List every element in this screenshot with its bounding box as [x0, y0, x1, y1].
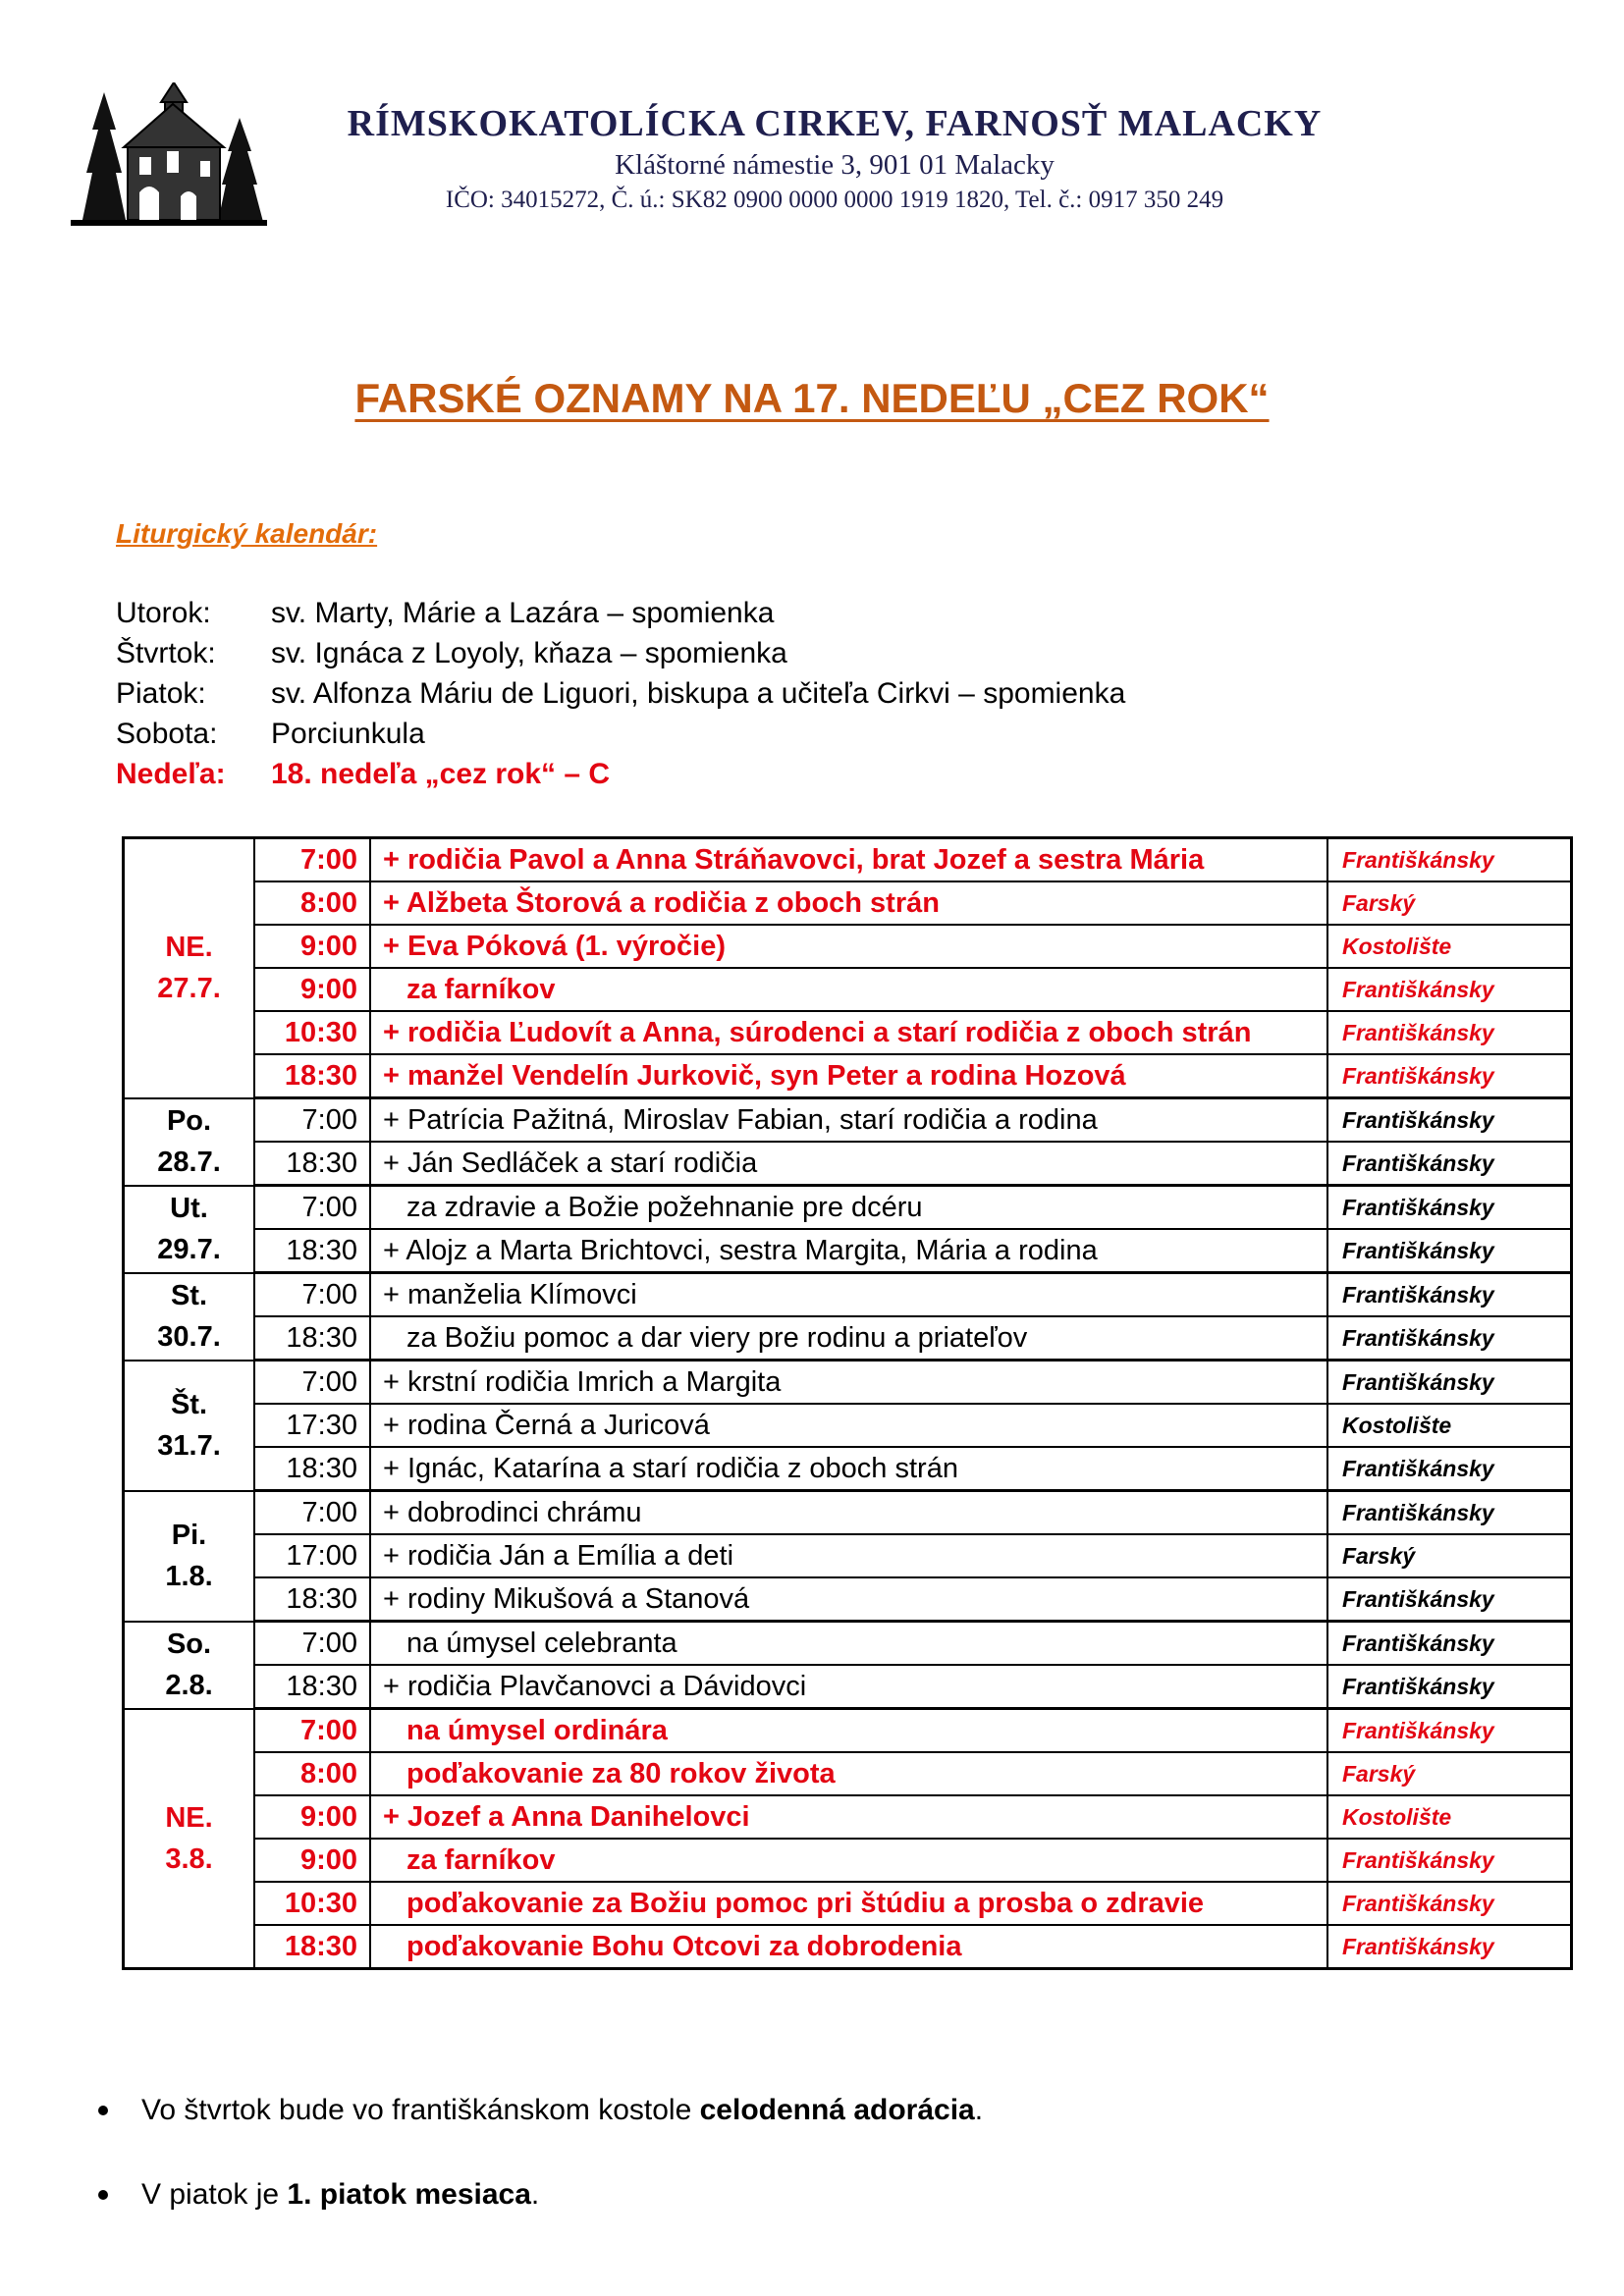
schedule-date-cell [124, 838, 255, 1098]
schedule-intention [370, 1795, 1327, 1839]
calendar-day: Piatok: [116, 677, 206, 710]
schedule-day: So. [166, 1629, 212, 1660]
schedule-intention [370, 968, 1327, 1011]
schedule-row [124, 1577, 1572, 1622]
schedule-intention-text: + rodina Černá a Juricová [383, 1409, 710, 1441]
schedule-time: 9:00 [254, 1795, 370, 1839]
calendar-day: Sobota: [116, 718, 218, 750]
schedule-intention [370, 1839, 1327, 1882]
schedule-row [124, 1622, 1572, 1666]
schedule-date: 1.8. [165, 1561, 213, 1592]
schedule-row [124, 925, 1572, 968]
calendar-row [116, 754, 1125, 794]
calendar-feast: sv. Marty, Márie a Lazára – spomienka [271, 597, 775, 629]
schedule-time: 7:00 [254, 1361, 370, 1405]
notice-text-start: Vo štvrtok bude vo františkánskom kostole [141, 2094, 700, 2126]
schedule-intention [370, 1447, 1327, 1491]
schedule-time: 9:00 [254, 968, 370, 1011]
schedule-intention [370, 1577, 1327, 1622]
schedule-church: Kostolište [1327, 925, 1572, 968]
schedule-day: NE. [165, 1801, 213, 1834]
schedule-date: 27.7. [157, 973, 221, 1005]
schedule-intention-text: na úmysel celebranta [406, 1627, 677, 1659]
schedule-row [124, 1054, 1572, 1098]
schedule-church: Františkánsky [1327, 1447, 1572, 1491]
schedule-day: NE. [165, 932, 213, 964]
schedule-row [124, 1752, 1572, 1795]
schedule-date-cell [124, 1098, 255, 1186]
schedule-intention-text: poďakovanie za 80 rokov života [406, 1757, 836, 1789]
schedule-row [124, 1882, 1572, 1925]
schedule-day: St. [170, 1280, 208, 1311]
schedule-intention-text: + rodičia Ľudovít a Anna, súrodenci a starí rodičia z oboch strán [383, 1016, 1252, 1048]
schedule-intention [370, 1316, 1327, 1361]
schedule-row [124, 1925, 1572, 1969]
schedule-row [124, 1491, 1572, 1535]
schedule-time: 7:00 [254, 1098, 370, 1143]
schedule-time: 10:30 [254, 1882, 370, 1925]
schedule-church: Františkánsky [1327, 1709, 1572, 1753]
schedule-date-cell [124, 1186, 255, 1273]
schedule-intention-text: + Patrícia Pažitná, Miroslav Fabian, starí rodičia a rodina [383, 1103, 1098, 1136]
notice-text-end: . [530, 2178, 540, 2211]
calendar-row [116, 593, 1125, 633]
schedule-date-cell [124, 1361, 255, 1491]
schedule-time: 9:00 [254, 1839, 370, 1882]
schedule-church: Františkánsky [1327, 1273, 1572, 1317]
schedule-row [124, 1404, 1572, 1447]
schedule-time: 7:00 [254, 1273, 370, 1317]
calendar-feast: 18. nedeľa „cez rok“ – C [271, 758, 611, 790]
calendar-row [116, 714, 1125, 754]
schedule-date: 31.7. [157, 1430, 221, 1462]
schedule-intention [370, 1534, 1327, 1577]
notice-text-start: V piatok je [141, 2178, 288, 2211]
schedule-time: 9:00 [254, 925, 370, 968]
schedule-intention-text: za farníkov [406, 1843, 556, 1876]
schedule-intention [370, 1361, 1327, 1405]
schedule-time: 18:30 [254, 1447, 370, 1491]
notices-list [94, 2089, 983, 2216]
schedule-day: Po. [166, 1105, 212, 1137]
schedule-church: Františkánsky [1327, 1577, 1572, 1622]
calendar-feast: sv. Alfonza Máriu de Liguori, biskupa a učiteľa Cirkvi – spomienka [271, 677, 1126, 710]
schedule-intention-text: + rodiny Mikušová a Stanová [383, 1582, 750, 1615]
schedule-time: 7:00 [254, 838, 370, 882]
schedule-time: 17:00 [254, 1534, 370, 1577]
schedule-time: 18:30 [254, 1142, 370, 1186]
schedule-date-cell [124, 1273, 255, 1361]
calendar-day: Štvrtok: [116, 637, 216, 669]
schedule-church: Františkánsky [1327, 1622, 1572, 1666]
schedule-date-cell [124, 1709, 255, 1969]
calendar-day: Nedeľa: [116, 758, 226, 790]
schedule-row [124, 1447, 1572, 1491]
schedule-row [124, 1273, 1572, 1317]
schedule-intention-text: + Eva Póková (1. výročie) [383, 930, 726, 962]
bullet-icon [98, 2190, 108, 2200]
schedule-church: Františkánsky [1327, 1011, 1572, 1054]
calendar-feast: sv. Ignáca z Loyoly, kňaza – spomienka [271, 637, 787, 669]
schedule-time: 18:30 [254, 1665, 370, 1709]
schedule-intention-text: + Alojz a Marta Brichtovci, sestra Margita, Mária a rodina [383, 1234, 1098, 1266]
schedule-church: Františkánsky [1327, 968, 1572, 1011]
notice-text [141, 2178, 539, 2212]
calendar-row [116, 633, 1125, 673]
schedule-church: Františkánsky [1327, 1316, 1572, 1361]
schedule-time: 18:30 [254, 1925, 370, 1969]
schedule-intention [370, 1882, 1327, 1925]
schedule-row [124, 1665, 1572, 1709]
schedule-row [124, 838, 1572, 882]
schedule-date: 28.7. [157, 1147, 221, 1178]
schedule-intention-text: za farníkov [406, 973, 556, 1005]
parish-ids: IČO: 34015272, Č. ú.: SK82 0900 0000 0000 1919 1820, Tel. č.: 0917 350 249 [445, 187, 1224, 213]
schedule-church: Františkánsky [1327, 1054, 1572, 1098]
schedule-church: Františkánsky [1327, 1229, 1572, 1273]
liturgical-calendar [116, 593, 1125, 794]
schedule-intention-text: + krstní rodičia Imrich a Margita [383, 1365, 782, 1398]
schedule-intention-text: poďakovanie za Božiu pomoc pri štúdiu a prosba o zdravie [406, 1887, 1205, 1919]
schedule-church: Františkánsky [1327, 1098, 1572, 1143]
calendar-day: Utorok: [116, 597, 211, 629]
schedule-intention-text: + dobrodinci chrámu [383, 1496, 642, 1528]
schedule-church: Františkánsky [1327, 1142, 1572, 1186]
schedule-intention-text: + rodičia Ján a Emília a deti [383, 1539, 734, 1572]
schedule-date: 29.7. [157, 1234, 221, 1265]
schedule-time: 18:30 [254, 1054, 370, 1098]
schedule-church: Kostolište [1327, 1404, 1572, 1447]
schedule-time: 17:30 [254, 1404, 370, 1447]
schedule-intention [370, 1925, 1327, 1969]
schedule-row [124, 1011, 1572, 1054]
schedule-intention [370, 1011, 1327, 1054]
schedule-intention [370, 838, 1327, 882]
schedule-intention [370, 1273, 1327, 1317]
schedule-intention [370, 1404, 1327, 1447]
schedule-day: Št. [170, 1389, 208, 1420]
page-title-text: FARSKÉ OZNAMY NA 17. NEDEĽU „CEZ ROK“ [354, 375, 1270, 421]
schedule-intention-text: za zdravie a Božie požehnanie pre dcéru [406, 1191, 923, 1223]
schedule-church: Farský [1327, 1752, 1572, 1795]
schedule-intention [370, 1229, 1327, 1273]
schedule-intention [370, 1752, 1327, 1795]
schedule-date: 3.8. [165, 1842, 213, 1875]
schedule-intention [370, 1186, 1327, 1230]
schedule-row [124, 881, 1572, 925]
page-title [0, 375, 1624, 422]
schedule-time: 10:30 [254, 1011, 370, 1054]
bullet-icon [98, 2106, 108, 2115]
schedule-row [124, 1361, 1572, 1405]
schedule-intention [370, 1142, 1327, 1186]
schedule-intention-text: poďakovanie Bohu Otcovi za dobrodenia [406, 1930, 962, 1962]
notice-text [141, 2094, 983, 2127]
schedule-church: Františkánsky [1327, 1925, 1572, 1969]
schedule-intention-text: + rodičia Pavol a Anna Stráňavovci, brat Jozef a sestra Mária [383, 843, 1205, 876]
calendar-feast: Porciunkula [271, 718, 425, 750]
schedule-church: Františkánsky [1327, 1665, 1572, 1709]
schedule-church: Kostolište [1327, 1795, 1572, 1839]
schedule-church: Františkánsky [1327, 1839, 1572, 1882]
schedule-church: Františkánsky [1327, 1491, 1572, 1535]
notice-text-end: . [974, 2094, 984, 2126]
schedule-intention-text: + rodičia Plavčanovci a Dávidovci [383, 1670, 807, 1702]
schedule-intention-text: na úmysel ordinára [406, 1714, 668, 1746]
schedule-time: 7:00 [254, 1622, 370, 1666]
schedule-intention-text: + Alžbeta Štorová a rodičia z oboch strán [383, 886, 940, 919]
schedule-time: 18:30 [254, 1316, 370, 1361]
schedule-date-cell [124, 1622, 255, 1709]
schedule-intention [370, 1665, 1327, 1709]
parish-header-title: RÍMSKOKATOLÍCKA CIRKEV, FARNOSŤ MALACKY [347, 103, 1323, 144]
schedule-intention [370, 881, 1327, 925]
schedule-row [124, 1709, 1572, 1753]
schedule-intention-text: + Jozef a Anna Danihelovci [383, 1800, 750, 1833]
schedule-time: 7:00 [254, 1709, 370, 1753]
schedule-row [124, 1229, 1572, 1273]
schedule-time: 7:00 [254, 1186, 370, 1230]
schedule-row [124, 968, 1572, 1011]
schedule-row [124, 1186, 1572, 1230]
schedule-intention-text: + Ignác, Katarína a starí rodičia z oboch strán [383, 1452, 958, 1484]
schedule-intention-text: + manžel Vendelín Jurkovič, syn Peter a rodina Hozová [383, 1059, 1126, 1092]
notice-item [94, 2089, 983, 2132]
schedule-date: 2.8. [165, 1670, 213, 1701]
schedule-time: 18:30 [254, 1229, 370, 1273]
schedule-day: Pi. [171, 1520, 207, 1551]
calendar-row [116, 673, 1125, 714]
schedule-intention-text: za Božiu pomoc a dar viery pre rodinu a priateľov [406, 1321, 1028, 1354]
schedule-intention [370, 1622, 1327, 1666]
schedule-church: Františkánsky [1327, 1186, 1572, 1230]
schedule-intention [370, 925, 1327, 968]
schedule-church: Františkánsky [1327, 1882, 1572, 1925]
schedule-church: Farský [1327, 881, 1572, 925]
schedule-intention [370, 1054, 1327, 1098]
schedule-date: 30.7. [157, 1321, 221, 1353]
schedule-church: Farský [1327, 1534, 1572, 1577]
schedule-intention-text: + Ján Sedláček a starí rodičia [383, 1147, 758, 1179]
schedule-intention [370, 1098, 1327, 1143]
schedule-time: 8:00 [254, 1752, 370, 1795]
notice-text-bold: celodenná adorácia [699, 2094, 975, 2126]
schedule-church: Františkánsky [1327, 1361, 1572, 1405]
mass-schedule-table [122, 836, 1573, 1970]
schedule-time: 18:30 [254, 1577, 370, 1622]
calendar-heading: Liturgický kalendár: [116, 518, 378, 549]
schedule-time: 8:00 [254, 881, 370, 925]
schedule-row [124, 1142, 1572, 1186]
schedule-time: 7:00 [254, 1491, 370, 1535]
schedule-church: Františkánsky [1327, 838, 1572, 882]
notice-text-bold: 1. piatok mesiaca [287, 2178, 531, 2211]
parish-address: Kláštorné námestie 3, 901 01 Malacky [615, 149, 1055, 181]
schedule-row [124, 1795, 1572, 1839]
schedule-row [124, 1316, 1572, 1361]
schedule-row [124, 1098, 1572, 1143]
notice-item [94, 2173, 983, 2216]
schedule-day: Ut. [170, 1193, 208, 1224]
parish-logo [71, 82, 267, 228]
schedule-date-cell [124, 1491, 255, 1622]
schedule-intention-text: + manželia Klímovci [383, 1278, 637, 1310]
schedule-intention [370, 1491, 1327, 1535]
schedule-row [124, 1839, 1572, 1882]
schedule-row [124, 1534, 1572, 1577]
schedule-intention [370, 1709, 1327, 1753]
